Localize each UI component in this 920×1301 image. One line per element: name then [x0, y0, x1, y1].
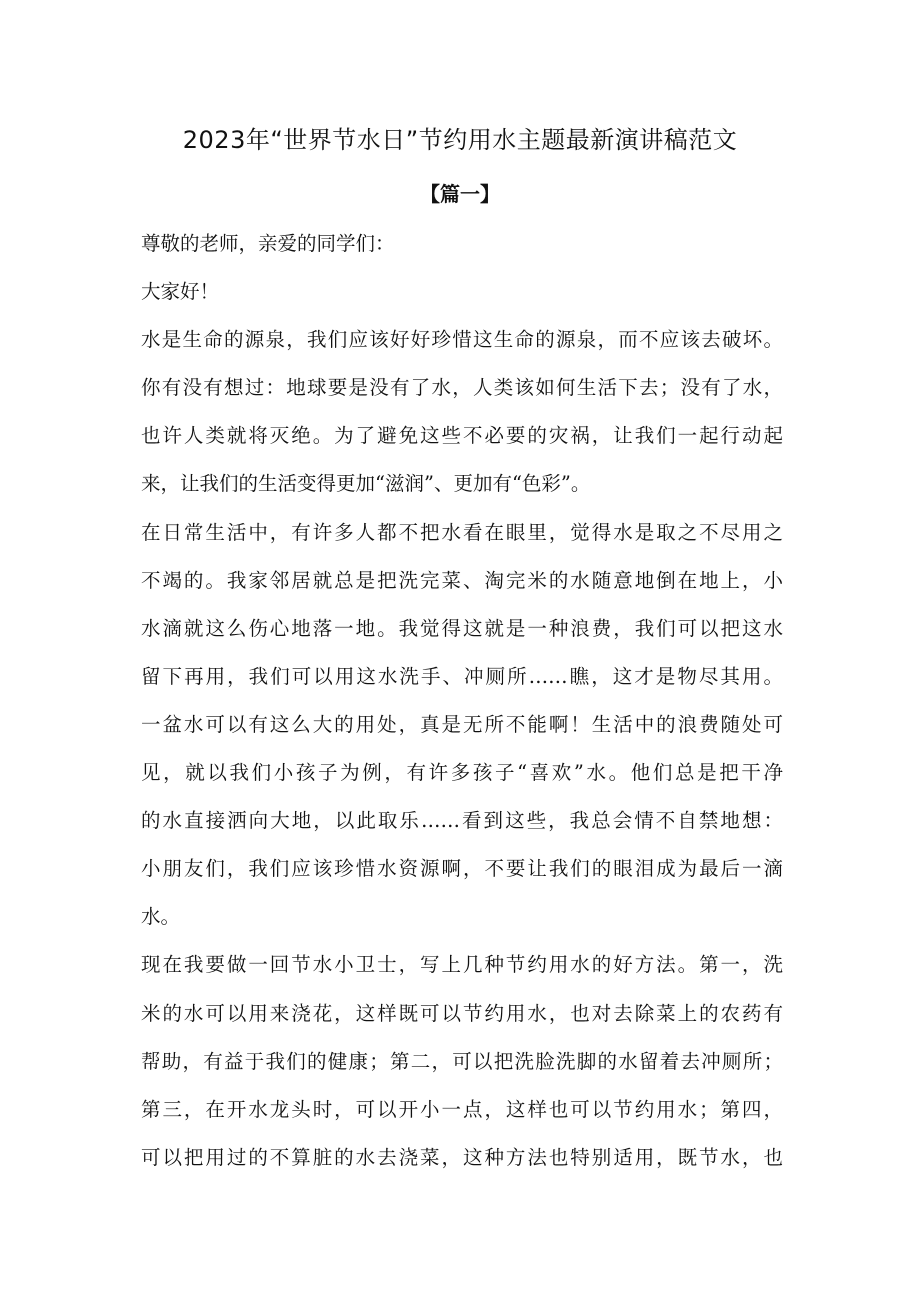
paragraph-line: 不竭的。我家邻居就总是把洗完菜、淘完米的水随意地倒在地上，小 — [141, 568, 783, 592]
paragraph-line: 来，让我们的生活变得更加“滋润”、更加有“色彩”。 — [141, 472, 591, 496]
salutation-line: 尊敬的老师，亲爱的同学们： — [141, 232, 395, 255]
paragraph-line: 小朋友们，我们应该珍惜水资源啊，不要让我们的眼泪成为最后一滴 — [141, 857, 783, 881]
paragraph-line: 一盆水可以有这么大的用处，真是无所不能啊！生活中的浪费随处可 — [141, 712, 783, 736]
paragraph-line: 第三，在开水龙头时，可以开小一点，这样也可以节约用水；第四， — [141, 1097, 783, 1121]
paragraph-line: 可以把用过的不算脏的水去浇菜，这种方法也特别适用，既节水，也 — [141, 1145, 783, 1169]
paragraph-line: 在日常生活中，有许多人都不把水看在眼里，觉得水是取之不尽用之 — [141, 520, 783, 544]
paragraph-line: 米的水可以用来浇花，这样既可以节约用水，也对去除菜上的农药有 — [141, 1001, 783, 1025]
paragraph-line: 留下再用，我们可以用这水洗手、冲厕所……瞧，这才是物尽其用。 — [141, 664, 783, 688]
paragraph-line: 你有没有想过：地球要是没有了水，人类该如何生活下去；没有了水， — [141, 376, 783, 400]
paragraph-line: 的水直接洒向大地，以此取乐……看到这些，我总会情不自禁地想： — [141, 809, 783, 833]
paragraph-line: 帮助，有益于我们的健康；第二，可以把洗脸洗脚的水留着去冲厕所； — [141, 1049, 783, 1073]
paragraph-line: 水是生命的源泉，我们应该好好珍惜这生命的源泉，而不应该去破坏。 — [141, 328, 783, 352]
paragraph-line: 也许人类就将灭绝。为了避免这些不必要的灾祸，让我们一起行动起 — [141, 424, 783, 448]
paragraph-line: 水滴就这么伤心地落一地。我觉得这就是一种浪费，我们可以把这水 — [141, 616, 783, 640]
document-title: 2023年“世界节水日”节约用水主题最新演讲稿范文 — [182, 126, 738, 154]
paragraph-line: 水。 — [141, 905, 181, 929]
paragraph-line: 见，就以我们小孩子为例，有许多孩子“喜欢”水。他们总是把干净 — [141, 761, 783, 785]
greeting-line: 大家好！ — [141, 280, 220, 304]
section-label: 【篇一】 — [420, 182, 500, 206]
document-body — [141, 220, 783, 1182]
paragraph-line: 现在我要做一回节水小卫士，写上几种节约用水的好方法。第一，洗 — [141, 953, 783, 977]
